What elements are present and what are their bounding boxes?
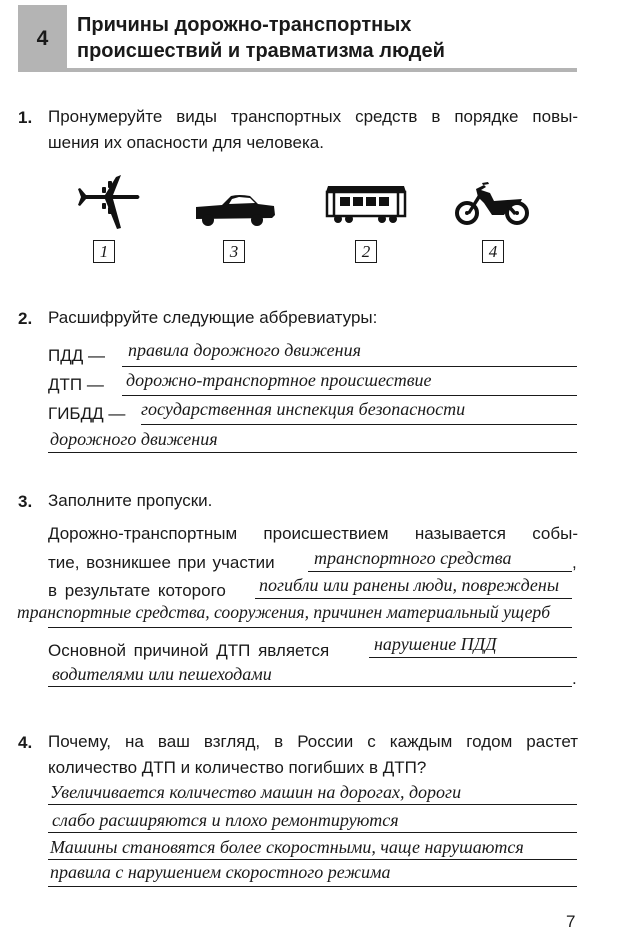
abbr-answer-dtp[interactable]: дорожно-транспортное происшествие (126, 370, 432, 390)
title-line-1: Причины дорожно-транспортных (77, 14, 412, 36)
answer-line (122, 366, 577, 367)
answer-line (308, 571, 572, 572)
period: . (572, 669, 577, 688)
answer-box-car[interactable]: 3 (223, 240, 245, 263)
car-icon (194, 193, 276, 228)
comma: , (572, 553, 577, 572)
answer-line (369, 657, 577, 658)
q3-answer-1[interactable]: транспортного средства (314, 548, 512, 568)
section-number: 4 (18, 5, 67, 72)
answer-line (48, 452, 577, 453)
question-1-line-1: Пронумеруйте виды транспортных средств в порядке повы- (48, 107, 578, 126)
q3-answer-3-line-2[interactable]: водителями или пешеходами (52, 664, 272, 684)
question-2-text: Расшифруйте следующие аббревиатуры: (48, 308, 378, 327)
question-4-line-1: Почему, на ваш взгляд, в России с каждым годом растет (48, 732, 578, 751)
answer-box-airplane[interactable]: 1 (93, 240, 115, 263)
answer-line (122, 395, 577, 396)
abbr-label-gibdd: ГИБДД — (48, 404, 126, 423)
q3-paragraph-line-1: Дорожно-транспортным происшествием называется собы- (48, 524, 578, 543)
airplane-icon (72, 173, 142, 231)
abbr-answer-gibdd[interactable]: государственная инспекция безопасности (141, 399, 466, 419)
header-underline (67, 68, 577, 72)
q3-paragraph-line-3: в результате которого (48, 581, 226, 600)
answer-line (48, 859, 577, 860)
q3-answer-2-line-1[interactable]: погибли или ранены люди, повреждены (259, 575, 560, 595)
motorcycle-icon (454, 181, 532, 227)
q3-paragraph-2: Основной причиной ДТП является (48, 641, 330, 660)
question-4-text (48, 729, 578, 781)
question-2-number: 2. (18, 309, 33, 328)
answer-line (48, 686, 572, 687)
question-1-text (48, 104, 578, 156)
question-4-number: 4. (18, 733, 33, 752)
q4-answer-line-3[interactable]: Машины становятся более скоростными, чаще нарушаются (50, 837, 524, 857)
q3-answer-3-line-1[interactable]: нарушение ПДД (374, 634, 497, 654)
answer-line (141, 424, 577, 425)
question-3-text: Заполните пропуски. (48, 491, 213, 510)
title-line-2: происшествий и травматизма людей (77, 40, 445, 62)
answer-line (48, 627, 572, 628)
answer-box-motorcycle[interactable]: 4 (482, 240, 504, 263)
q4-answer-line-1[interactable]: Увеличивается количество машин на дорогах, дороги (50, 782, 462, 802)
q3-paragraph-line-2: тие, возникшее при участии (48, 553, 275, 572)
q4-answer-line-4[interactable]: правила с нарушением скоростного режима (50, 862, 391, 882)
abbr-answer-pdd[interactable]: правила дорожного движения (128, 340, 361, 360)
page-title (77, 12, 445, 64)
question-4-line-2: количество ДТП и количество погибших в ДТП? (48, 758, 427, 777)
abbr-label-dtp: ДТП — (48, 375, 104, 394)
train-car-icon (325, 184, 407, 224)
answer-line (48, 886, 577, 887)
q3-answer-2-line-2[interactable]: транспортные средства, сооружения, причинен материальный ущерб (17, 602, 551, 622)
answer-box-train[interactable]: 2 (355, 240, 377, 263)
q4-answer-line-2[interactable]: слабо расширяются и плохо ремонтируются (52, 810, 399, 830)
answer-line (48, 804, 577, 805)
abbr-answer-gibdd-continued[interactable]: дорожного движения (50, 429, 218, 449)
question-1-number: 1. (18, 108, 33, 127)
answer-line (48, 832, 577, 833)
abbr-label-pdd: ПДД — (48, 346, 105, 365)
question-3-number: 3. (18, 492, 33, 511)
page-number: 7 (566, 912, 576, 931)
answer-line (255, 598, 572, 599)
question-1-line-2: шения их опасности для человека. (48, 133, 324, 152)
